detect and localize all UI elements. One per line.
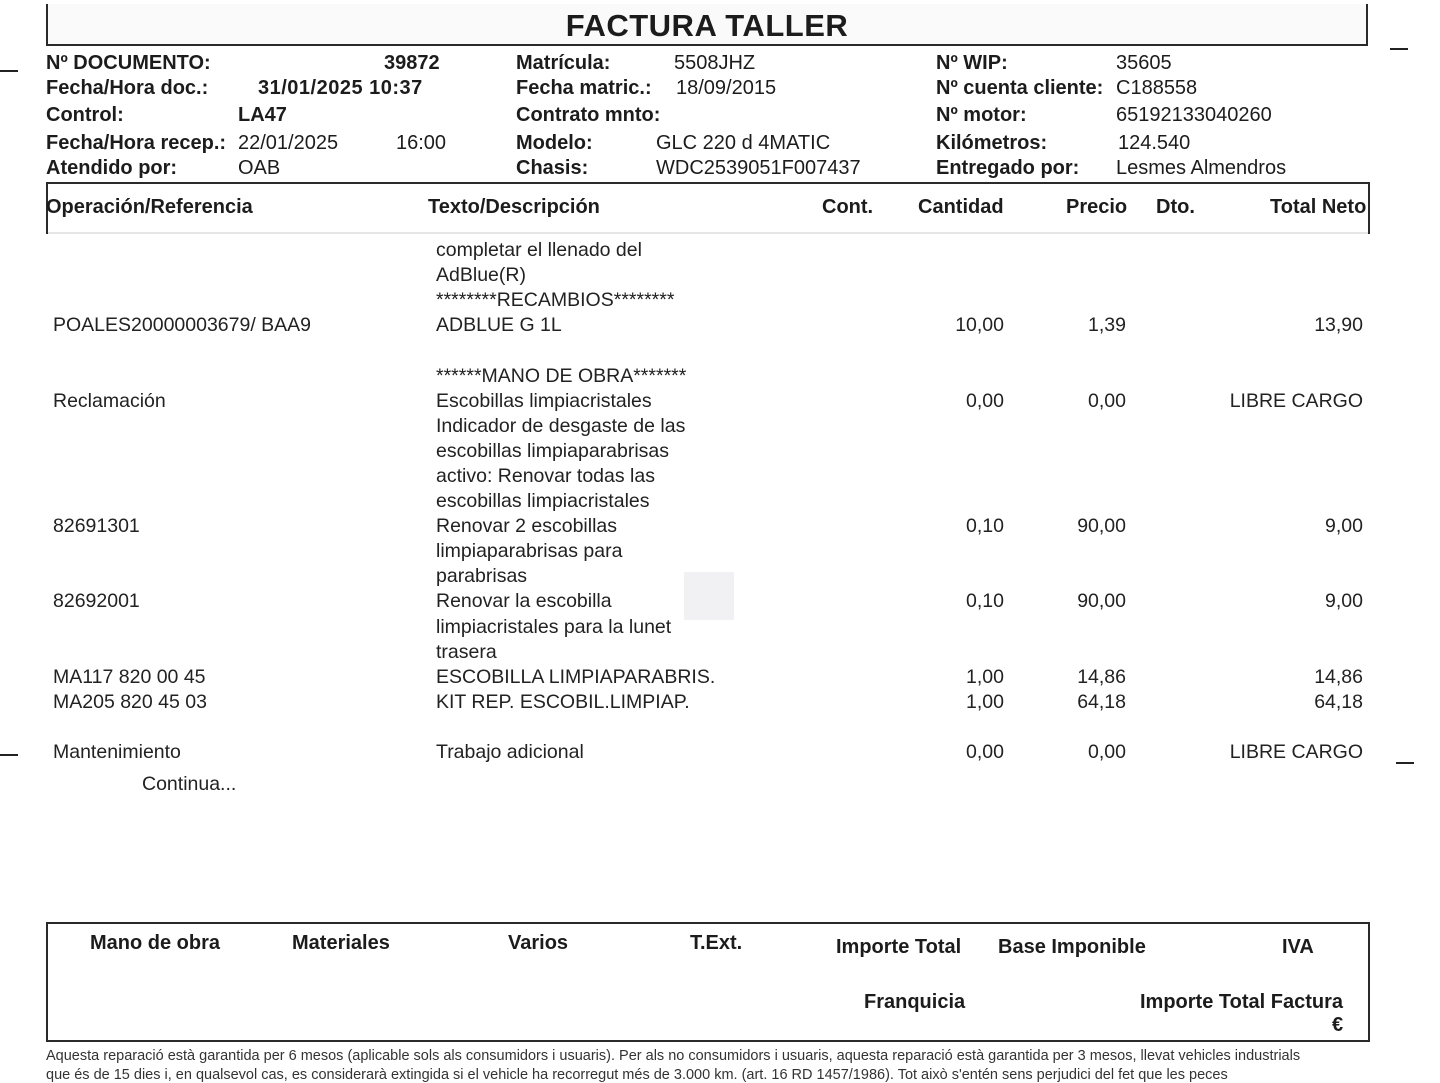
control-value: LA47 <box>238 104 287 126</box>
margin-mark <box>1390 48 1408 50</box>
table-header-underline <box>48 232 1368 234</box>
model-value: GLC 220 d 4MATIC <box>656 132 831 154</box>
cell-description: activo: Renovar todas las <box>436 465 655 487</box>
cell-price: 90,00 <box>1077 515 1126 537</box>
cell-description: ADBLUE G 1L <box>436 314 562 336</box>
cell-total: 9,00 <box>1325 515 1363 537</box>
attended-by-label: Atendido por: <box>46 157 178 179</box>
cell-operation: 82692001 <box>53 590 140 612</box>
legal-text-line-2: que és de 15 dies i, en qualsevol cas, es considerarà extingida si el vehicle ha recorregut més de 3.000 km. (art. 16 RD 1457/1986). Tot això s'entén sens perjudici del fet que les peces <box>46 1067 1228 1083</box>
cell-price: 90,00 <box>1077 590 1126 612</box>
col-cont-header: Cont. <box>822 196 874 218</box>
col-qty-header: Cantidad <box>918 196 1004 218</box>
currency-symbol: € <box>1332 1014 1344 1036</box>
col-dto-header: Dto. <box>1156 196 1195 218</box>
cell-total: 9,00 <box>1325 590 1363 612</box>
cell-total: LIBRE CARGO <box>1229 741 1363 763</box>
cell-quantity: 0,00 <box>966 390 1004 412</box>
cell-description: completar el llenado del <box>436 239 642 261</box>
maintenance-contract-label: Contrato mnto: <box>516 104 661 126</box>
delivered-by-value: Lesmes Almendros <box>1116 157 1287 179</box>
cell-price: 14,86 <box>1077 666 1126 688</box>
control-label: Control: <box>46 104 124 126</box>
cell-quantity: 0,00 <box>966 741 1004 763</box>
cell-description: escobillas limpiaparabrisas <box>436 440 670 462</box>
summary-box <box>46 922 1370 1042</box>
labor-label: Mano de obra <box>90 932 221 954</box>
cell-description: AdBlue(R) <box>436 264 526 286</box>
reception-time-value: 16:00 <box>396 132 447 154</box>
cell-total: 64,18 <box>1314 691 1363 713</box>
model-label: Modelo: <box>516 132 593 154</box>
doc-number-label: Nº DOCUMENTO: <box>46 52 211 74</box>
cell-price: 0,00 <box>1088 741 1126 763</box>
cell-operation: MA205 820 45 03 <box>53 691 207 713</box>
delivered-by-label: Entregado por: <box>936 157 1080 179</box>
engine-number-value: 65192133040260 <box>1116 104 1272 126</box>
total-amount-label: Importe Total <box>836 936 962 958</box>
doc-date-value: 31/01/2025 10:37 <box>258 77 423 99</box>
vat-label: IVA <box>1282 936 1314 958</box>
cell-description: limpiacristales para la lunet <box>436 616 672 638</box>
text-ext-label: T.Ext. <box>690 932 743 954</box>
kilometers-value: 124.540 <box>1118 132 1191 154</box>
cell-description: Renovar la escobilla <box>436 590 612 612</box>
cell-description: ********RECAMBIOS******** <box>436 289 675 311</box>
cell-operation: Mantenimiento <box>53 741 181 763</box>
cell-quantity: 0,10 <box>966 590 1004 612</box>
scan-smudge <box>684 572 734 620</box>
doc-number-value: 39872 <box>384 52 440 74</box>
cell-operation: MA117 820 00 45 <box>53 666 206 688</box>
cell-description: trasera <box>436 641 497 663</box>
engine-number-label: Nº motor: <box>936 104 1027 126</box>
tax-base-label: Base Imponible <box>998 936 1146 958</box>
cell-price: 1,39 <box>1088 314 1126 336</box>
margin-mark <box>0 754 18 756</box>
cell-operation: POALES20000003679/ BAA9 <box>53 314 312 336</box>
cell-description: limpiaparabrisas para <box>436 540 623 562</box>
wip-value: 35605 <box>1116 52 1172 74</box>
cell-description: ******MANO DE OBRA******* <box>436 365 687 387</box>
chassis-label: Chasis: <box>516 157 589 179</box>
plate-label: Matrícula: <box>516 52 611 74</box>
margin-mark <box>1396 762 1414 764</box>
cell-price: 64,18 <box>1077 691 1126 713</box>
col-total-header: Total Neto <box>1270 196 1367 218</box>
attended-by-value: OAB <box>238 157 281 179</box>
cell-description: parabrisas <box>436 565 528 587</box>
cell-quantity: 10,00 <box>955 314 1004 336</box>
customer-account-label: Nº cuenta cliente: <box>936 77 1104 99</box>
continua-label: Continua... <box>142 773 237 795</box>
plate-value: 5508JHZ <box>674 52 756 74</box>
cell-price: 0,00 <box>1088 390 1126 412</box>
misc-label: Varios <box>508 932 569 954</box>
invoice-title: FACTURA TALLER <box>565 8 849 43</box>
cell-description: escobillas limpiacristales <box>436 490 650 512</box>
wip-label: Nº WIP: <box>936 52 1008 74</box>
cell-description: Escobillas limpiacristales <box>436 390 652 412</box>
cell-description: Trabajo adicional <box>436 741 584 763</box>
col-text-header: Texto/Descripción <box>428 196 600 218</box>
cell-description: Indicador de desgaste de las <box>436 415 686 437</box>
invoice-total-label: Importe Total Factura <box>1140 991 1343 1013</box>
cell-quantity: 1,00 <box>966 691 1004 713</box>
kilometers-label: Kilómetros: <box>936 132 1048 154</box>
cell-total: LIBRE CARGO <box>1229 390 1363 412</box>
reception-date-value: 22/01/2025 <box>238 132 339 154</box>
reception-date-label: Fecha/Hora recep.: <box>46 132 227 154</box>
cell-total: 14,86 <box>1314 666 1363 688</box>
cell-operation: 82691301 <box>53 515 140 537</box>
doc-date-label: Fecha/Hora doc.: <box>46 77 209 99</box>
col-operation-header: Operación/Referencia <box>46 196 253 218</box>
col-price-header: Precio <box>1066 196 1128 218</box>
registration-date-label: Fecha matric.: <box>516 77 652 99</box>
cell-description: KIT REP. ESCOBIL.LIMPIAP. <box>436 691 690 713</box>
materials-label: Materiales <box>292 932 390 954</box>
cell-operation: Reclamación <box>53 390 166 412</box>
cell-total: 13,90 <box>1314 314 1363 336</box>
chassis-value: WDC2539051F007437 <box>656 157 861 179</box>
cell-quantity: 1,00 <box>966 666 1004 688</box>
registration-date-value: 18/09/2015 <box>676 77 777 99</box>
customer-account-value: C188558 <box>1116 77 1198 99</box>
margin-mark <box>0 70 18 72</box>
cell-description: Renovar 2 escobillas <box>436 515 618 537</box>
table-right-rule <box>1368 182 1370 234</box>
table-top-rule <box>46 182 1370 184</box>
legal-text-line-1: Aquesta reparació està garantida per 6 mesos (aplicable sols als consumidors i usuaris). Per als no consumidors i usuaris, aquesta reparació està garantida per 3 mesos, llevat vehicles industrials <box>46 1048 1301 1064</box>
title-box <box>46 4 1368 46</box>
deductible-label: Franquicia <box>864 991 966 1013</box>
cell-quantity: 0,10 <box>966 515 1004 537</box>
cell-description: ESCOBILLA LIMPIAPARABRIS. <box>436 666 716 688</box>
